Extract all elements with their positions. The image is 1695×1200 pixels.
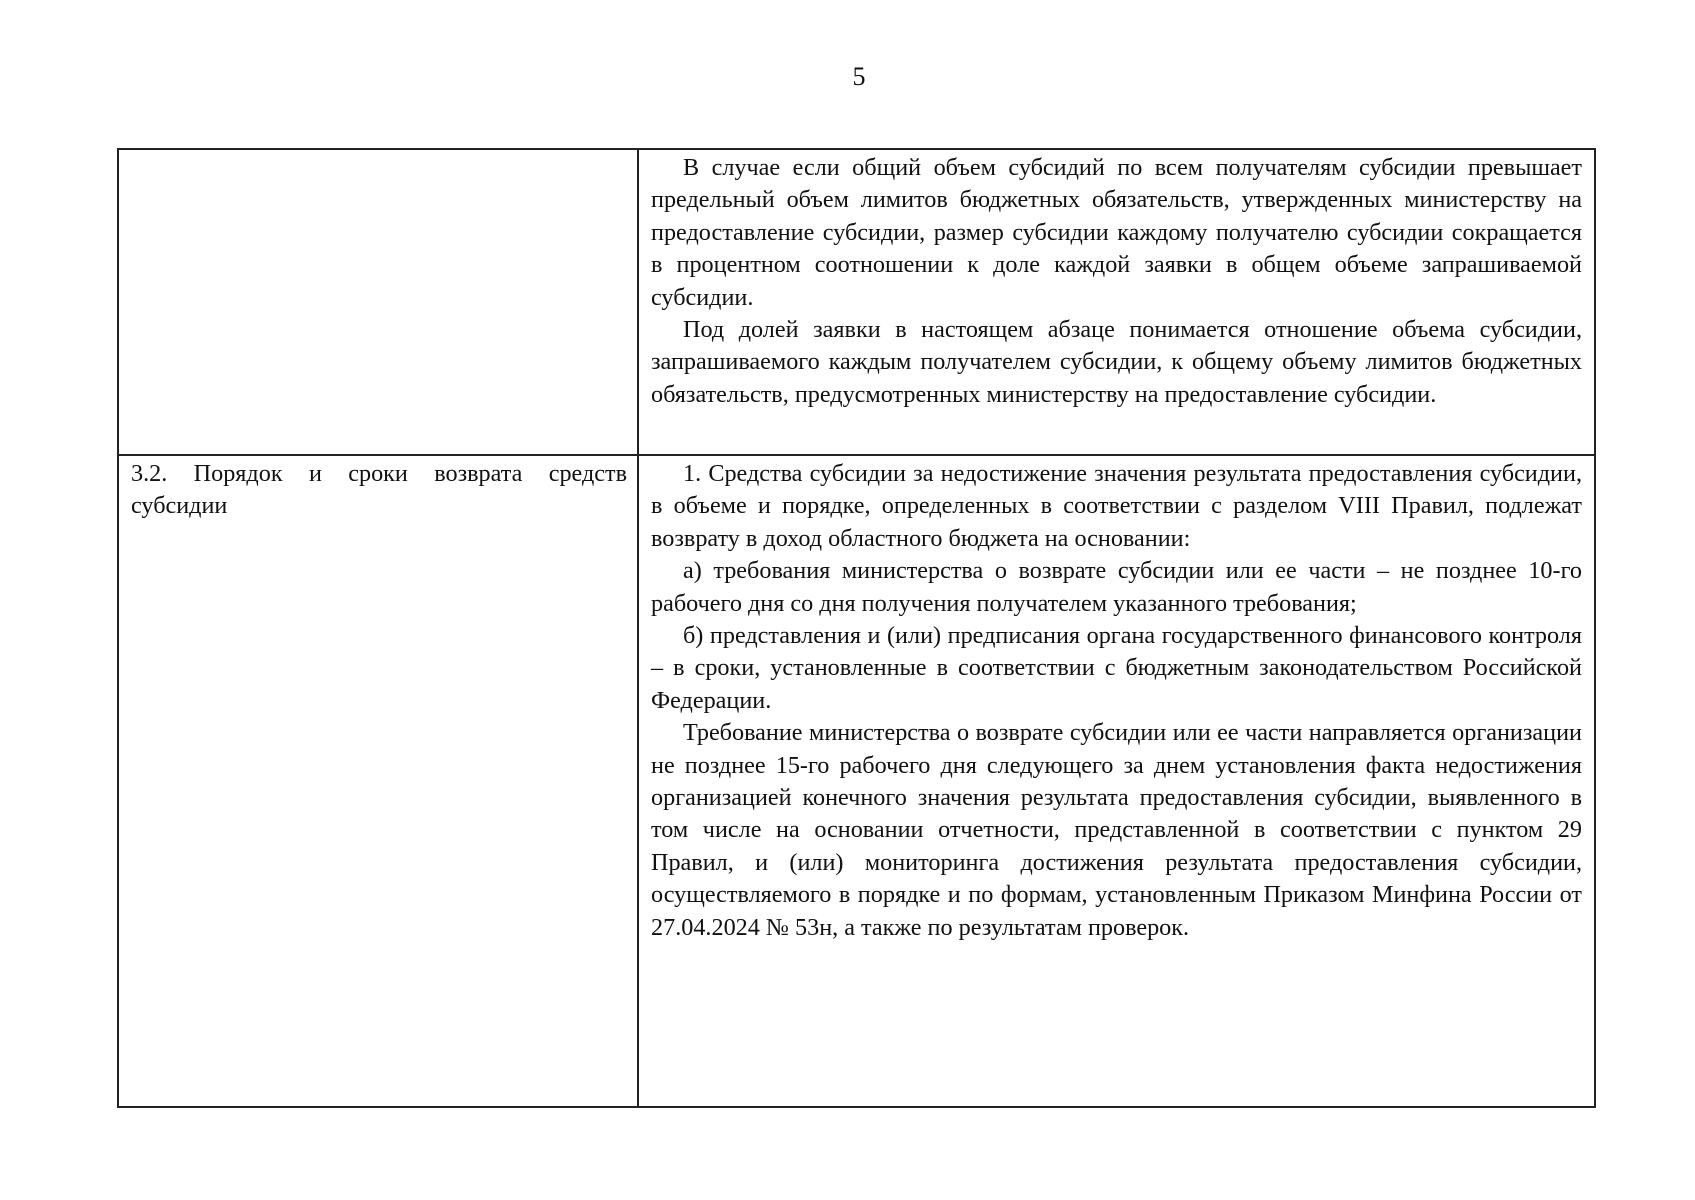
table-row [118,149,1595,455]
paragraph-share-definition: Под долей заявки в настоящем абзаце понимается отношение объема субсидии, запрашиваемого каждым получателем субсидии, к общему объему лимитов бюджетных обязательств, предусмотренных министерству на предоставление субсидии. [651,316,1582,408]
table-cell-content [638,455,1595,1107]
paragraph-item-a: а) требования министерства о возврате субсидии или ее части – не позднее 10-го рабочего дня со дня получения получателем указанного требования; [651,557,1582,617]
paragraph-total-volume: В случае если общий объем субсидий по всем получателям субсидии превышает предельный объем лимитов бюджетных обязательств, утвержденных министерству на предоставление субсидии, размер субсидии каждому получателю субсидии сокращается в процентном соотношении к доле каждой заявки в общем объеме запрашиваемой субсидии. [651,154,1582,311]
table-row [118,455,1595,1107]
table-cell-content [638,149,1595,455]
table-cell-section: 3.2. Порядок и сроки возврата средств субсидии [118,455,638,1107]
provisions-table [117,148,1596,1108]
page-number: 5 [852,62,866,91]
paragraph-return-basis: 1. Средства субсидии за недостижение значения результата предоставления субсидии, в объеме и порядке, определенных в соответствии с разделом VIII Правил, подлежат возврату в доход областного бюджета на основании: [651,460,1582,552]
paragraph-return-requirement: Требование министерства о возврате субсидии или ее части направляется организации не позднее 15-го рабочего дня следующего за днем установления факта недостижения организацией конечного значения результата предоставления субсидии, выявленного в том числе на основании отчетности, представленной в соответствии с пунктом 29 Правил, и (или) мониторинга достижения результата предоставления субсидии, осуществляемого в порядке и по формам, установленным Приказом Минфина России от 27.04.2024 № 53н, а также по результатам проверок. [651,719,1582,941]
paragraph-item-b: б) представления и (или) предписания органа государственного финансового контроля – в сроки, установленные в соответствии с бюджетным законодательством Российской Федерации. [651,622,1582,714]
table-cell-section [118,149,638,455]
